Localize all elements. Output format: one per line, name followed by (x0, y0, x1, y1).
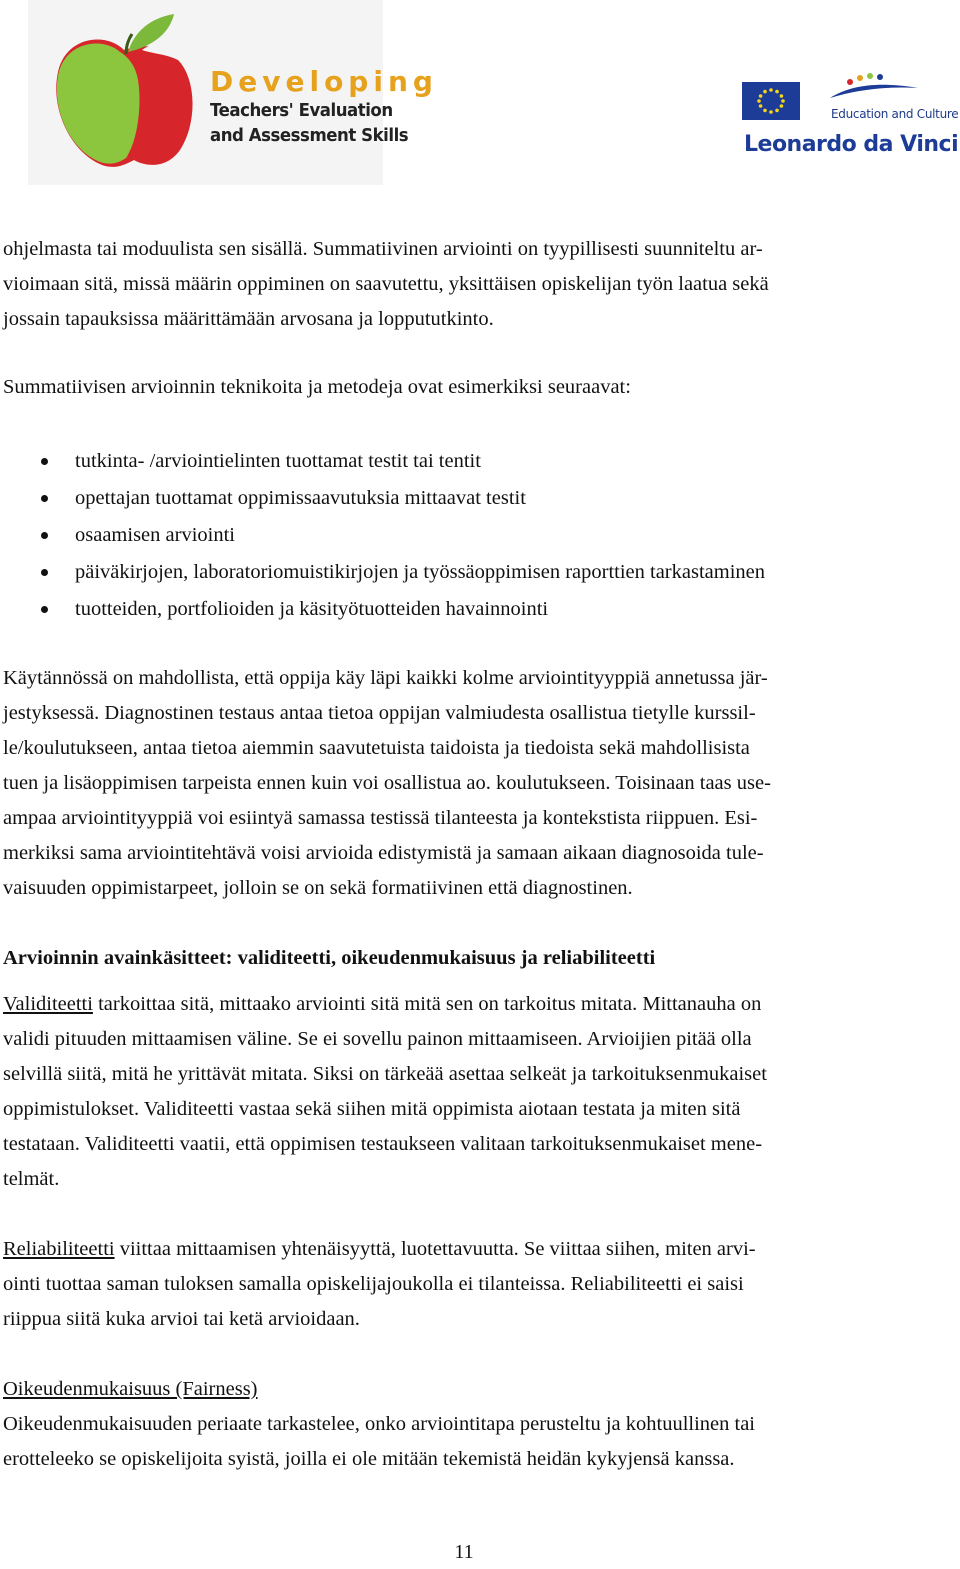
text-line: riippua siitä kuka arvioi tai ketä arvioidaan. (3, 1308, 360, 1330)
program-name: Leonardo da Vinci (744, 132, 959, 157)
practice-paragraph (3, 661, 923, 906)
text-line: jossain tapauksissa määrittämään arvosana ja loppututkinto. (3, 308, 494, 330)
text-line: selvillä siitä, mitä he yrittävät mitata. Siksi on tärkeää asettaa selkeät ja tarkoituksenmukaiset (3, 1063, 767, 1085)
intro-paragraph (3, 232, 923, 337)
text-line: jestyksessä. Diagnostinen testaus antaa tietoa oppijan valmiudesta osallistua tietylle kurssil- (3, 702, 756, 724)
text-line (3, 1232, 923, 1267)
text-line: validi pituuden mittaamisen väline. Se ei sovellu painon mittaamiseen. Arvioijien pitää olla (3, 1028, 752, 1050)
text-line: vaisuuden oppimistarpeet, jolloin se on sekä formatiivinen että diagnostinen. (3, 877, 633, 899)
list-item (3, 517, 923, 554)
logo-line-1: Developing (210, 65, 438, 98)
reliability-paragraph (3, 1232, 923, 1337)
reliability-term: Reliabiliteetti (3, 1238, 115, 1260)
text-line: testataan. Validiteetti vaatii, että oppimisen testaukseen valitaan tarkoituksenmukaiset mene- (3, 1133, 763, 1155)
apple-icon (46, 10, 211, 175)
bullet-icon (41, 569, 48, 576)
list-item-text: tuotteiden, portfolioiden ja käsityötuotteiden havainnointi (75, 598, 549, 620)
lead-paragraph: Summatiivisen arvioinnin teknikoita ja metodeja ovat esimerkiksi seuraavat: (3, 376, 631, 398)
text-line: ohjelmasta tai moduulista sen sisällä. Summatiivinen arviointi on tyypillisesti suunniteltu ar- (3, 238, 763, 260)
text-line: Oikeudenmukaisuuden periaate tarkastelee, onko arviointitapa perusteltu ja kohtuullinen tai (3, 1413, 755, 1435)
list-item (3, 554, 923, 591)
bullet-icon (41, 532, 48, 539)
text-line: vioimaan sitä, missä määrin oppiminen on saavutettu, yksittäisen opiskelijan työn laatua sekä (3, 273, 769, 295)
bullet-icon (41, 458, 48, 465)
methods-list (3, 443, 923, 628)
text-line: ampaa arviointityyppiä voi esiintyä samassa testissä tilanteesta ja kontekstista riippuen. Esi- (3, 807, 758, 829)
text-line: ointi tuottaa saman tuloksen samalla opiskelijajoukolla ei tilanteissa. Reliabiliteetti ei saisi (3, 1273, 744, 1295)
swoosh-icon (822, 72, 922, 104)
text-line: Käytännössä on mahdollista, että oppija käy läpi kaikki kolme arviointityyppiä annetussa jär- (3, 667, 768, 689)
list-item (3, 443, 923, 480)
text-line: oppimistulokset. Validiteetti vastaa sekä siihen mitä oppimista aiotaan testata ja miten sitä (3, 1098, 741, 1120)
text-line: erotteleeko se opiskelijoita syistä, joilla ei ole mitään tekemistä heidän kykyjensä kanssa. (3, 1448, 735, 1470)
list-item-text: tutkinta- /arviointielinten tuottamat testit tai tentit (75, 450, 481, 472)
list-item (3, 591, 923, 628)
validity-line-rest: tarkoittaa sitä, mittaako arviointi sitä mitä sen on tarkoitus mitata. Mittanauha on (92, 993, 762, 1015)
project-logo (28, 0, 438, 185)
text-line: merkiksi sama arviointitehtävä voisi arvioida edistymistä ja samaan aikaan diagnosoida tule- (3, 842, 764, 864)
text-line: le/koulutukseen, antaa tietoa aiemmin saavutetuista taidoista ja tiedoista sekä mahdollisista (3, 737, 750, 759)
fairness-paragraph (3, 1372, 923, 1477)
bullet-icon (41, 495, 48, 502)
text-line: telmät. (3, 1168, 60, 1190)
logo-line-3: and Assessment Skills (210, 125, 409, 146)
eu-flag-icon (742, 82, 800, 120)
page-header (0, 0, 960, 200)
text-line: tuen ja lisäoppimisen tarpeista ennen kuin voi osallistua ao. koulutukseen. Toisinaan taas use- (3, 772, 771, 794)
bullet-icon (41, 606, 48, 613)
reliability-line-rest: viittaa mittaamisen yhtenäisyyttä, luotettavuutta. Se viittaa siihen, miten arvi- (114, 1238, 756, 1260)
text-line (3, 987, 923, 1022)
list-item (3, 480, 923, 517)
list-item-text: päiväkirjojen, laboratoriomuistikirjojen ja työssäoppimisen raporttien tarkastaminen (75, 561, 765, 583)
validity-paragraph (3, 987, 923, 1197)
document-body (3, 232, 923, 1477)
section-heading: Arvioinnin avainkäsitteet: validiteetti, oikeudenmukaisuus ja reliabiliteetti (3, 947, 656, 969)
logo-line-2: Teachers' Evaluation (210, 100, 393, 121)
list-item-text: opettajan tuottamat oppimissaavutuksia mittaavat testit (75, 487, 526, 509)
page-number: 11 (454, 1541, 474, 1563)
fairness-title: Oikeudenmukaisuus (Fairness) (3, 1378, 258, 1400)
list-item-text: osaamisen arviointi (75, 524, 235, 546)
program-label: Education and Culture (831, 107, 959, 121)
leonardo-logo (742, 70, 960, 165)
validity-term: Validiteetti (3, 993, 93, 1015)
